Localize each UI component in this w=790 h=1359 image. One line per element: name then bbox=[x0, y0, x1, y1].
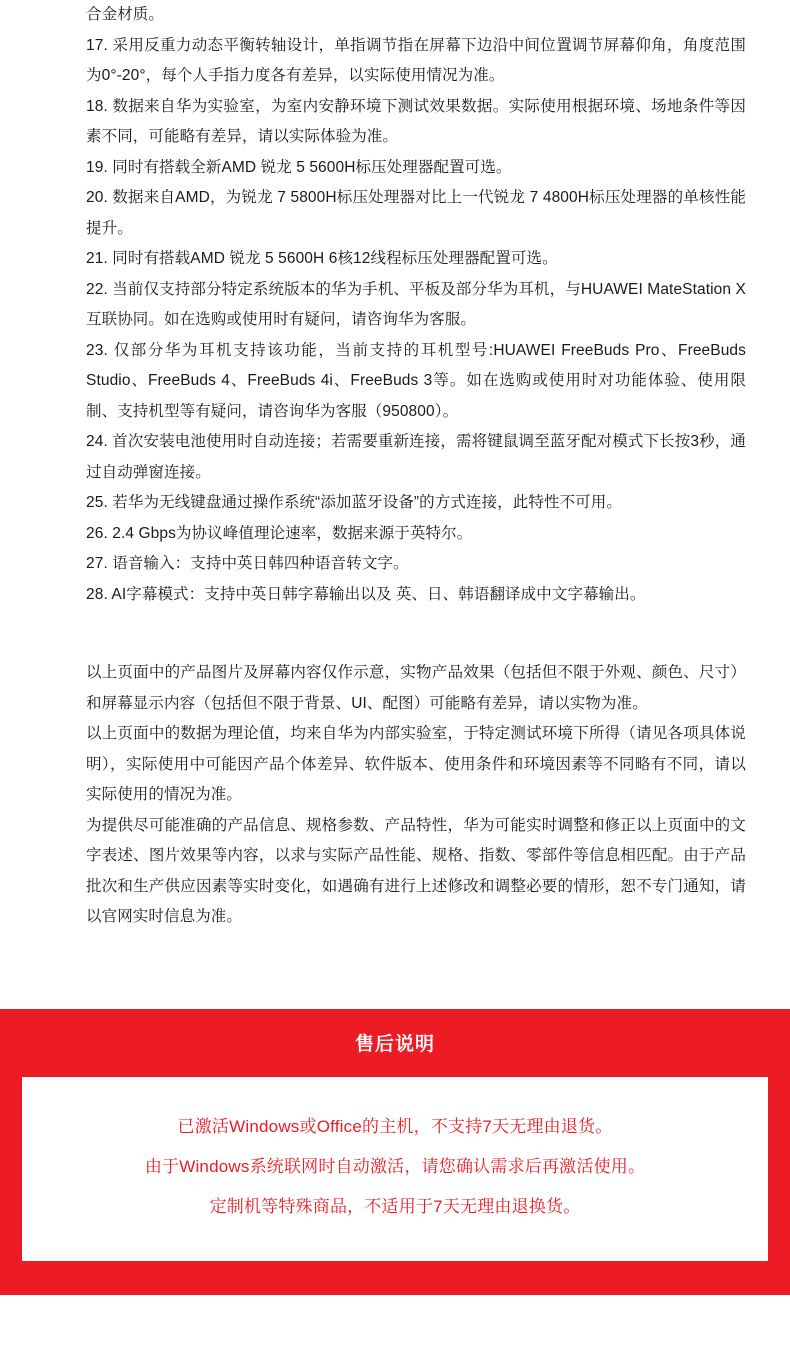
footnote-line: 19. 同时有搭载全新AMD 锐龙 5 5600H标压处理器配置可选。 bbox=[86, 158, 512, 176]
disclaimer-paragraph: 以上页面中的产品图片及屏幕内容仅作示意，实物产品效果（包括但不限于外观、颜色、尺寸）和屏幕显示内容（包括但不限于背景、UI、配图）可能略有差异，请以实物为准。 bbox=[86, 664, 746, 712]
footnote-line: 26. 2.4 Gbps为协议峰值理论速率，数据来源于英特尔。 bbox=[86, 524, 473, 542]
after-sales-line: 已激活Windows或Office的主机，不支持7天无理由退货。 bbox=[177, 1116, 613, 1136]
after-sales-line: 定制机等特殊商品，不适用于7天无理由退换货。 bbox=[209, 1196, 581, 1216]
disclaimer-paragraph: 以上页面中的数据为理论值，均来自华为内部实验室，于特定测试环境下所得（请见各项具体说明），实际使用中可能因产品个体差异、软件版本、使用条件和环境因素等不同略有不同，请以实际使用的情况为准。 bbox=[86, 725, 746, 803]
footnote-line: 合金材质。 bbox=[86, 6, 165, 23]
after-sales-title: 售后说明 bbox=[354, 1033, 435, 1055]
footnote-line: 28. AI字幕模式：支持中英日韩字幕输出以及 英、日、韩语翻译成中文字幕输出。 bbox=[86, 585, 646, 603]
footnote-line: 24. 首次安装电池使用时自动连接；若需要重新连接，需将键鼠调至蓝牙配对模式下长按3秒，通过自动弹窗连接。 bbox=[86, 433, 746, 481]
footnote-line: 21. 同时有搭载AMD 锐龙 5 5600H 6核12线程标压处理器配置可选。 bbox=[86, 250, 558, 267]
section-spacer bbox=[0, 610, 790, 658]
footnote-line: 22. 当前仅支持部分特定系统版本的华为手机、平板及部分华为耳机，与HUAWEI MateStation X互联协同。如在选购或使用时有疑问，请咨询华为客服。 bbox=[86, 280, 746, 328]
disclaimer-paragraph: 为提供尽可能准确的产品信息、规格参数、产品特性，华为可能实时调整和修正以上页面中的文字表述、图片效果等内容，以求与实际产品性能、规格、指数、零部件等信息相匹配。由于产品批次和生产供应因素等实时变化，如遇确有进行上述修改和调整必要的情形，恕不专门通知，请以官网实时信息为准。 bbox=[86, 816, 746, 925]
after-sales-content-box bbox=[22, 1077, 768, 1261]
footnote-line: 27. 语音输入：支持中英日韩四种语音转文字。 bbox=[86, 555, 409, 572]
after-sales-banner bbox=[0, 1009, 790, 1295]
footnote-line: 25. 若华为无线键盘通过操作系统“添加蓝牙设备”的方式连接，此特性不可用。 bbox=[86, 494, 622, 511]
after-sales-line: 由于Windows系统联网时自动激活，请您确认需求后再激活使用。 bbox=[144, 1156, 646, 1176]
footnote-line: 23. 仅部分华为耳机支持该功能，当前支持的耳机型号:HUAWEI FreeBuds Pro、FreeBuds Studio、FreeBuds 4、FreeBuds 4i、FreeBuds 3等。如在选购或使用时对功能体验、使用限制、支持机型等有疑问，请咨询华为客服（950800）。 bbox=[86, 341, 746, 420]
page-bottom-spacer bbox=[0, 1295, 790, 1359]
footnote-line: 17. 采用反重力动态平衡转轴设计，单指调节指在屏幕下边沿中间位置调节屏幕仰角，角度范围为0°-20°，每个人手指力度各有差异，以实际使用情况为准。 bbox=[86, 36, 746, 84]
disclaimer-section bbox=[0, 658, 790, 933]
footnote-line: 20. 数据来自AMD，为锐龙 7 5800H标压处理器对比上一代锐龙 7 4800H标压处理器的单核性能提升。 bbox=[86, 189, 746, 237]
footnote-line: 18. 数据来自华为实验室，为室内安静环境下测试效果数据。实际使用根据环境、场地条件等因素不同，可能略有差异，请以实际体验为准。 bbox=[86, 97, 746, 145]
footnotes-section bbox=[0, 0, 790, 610]
